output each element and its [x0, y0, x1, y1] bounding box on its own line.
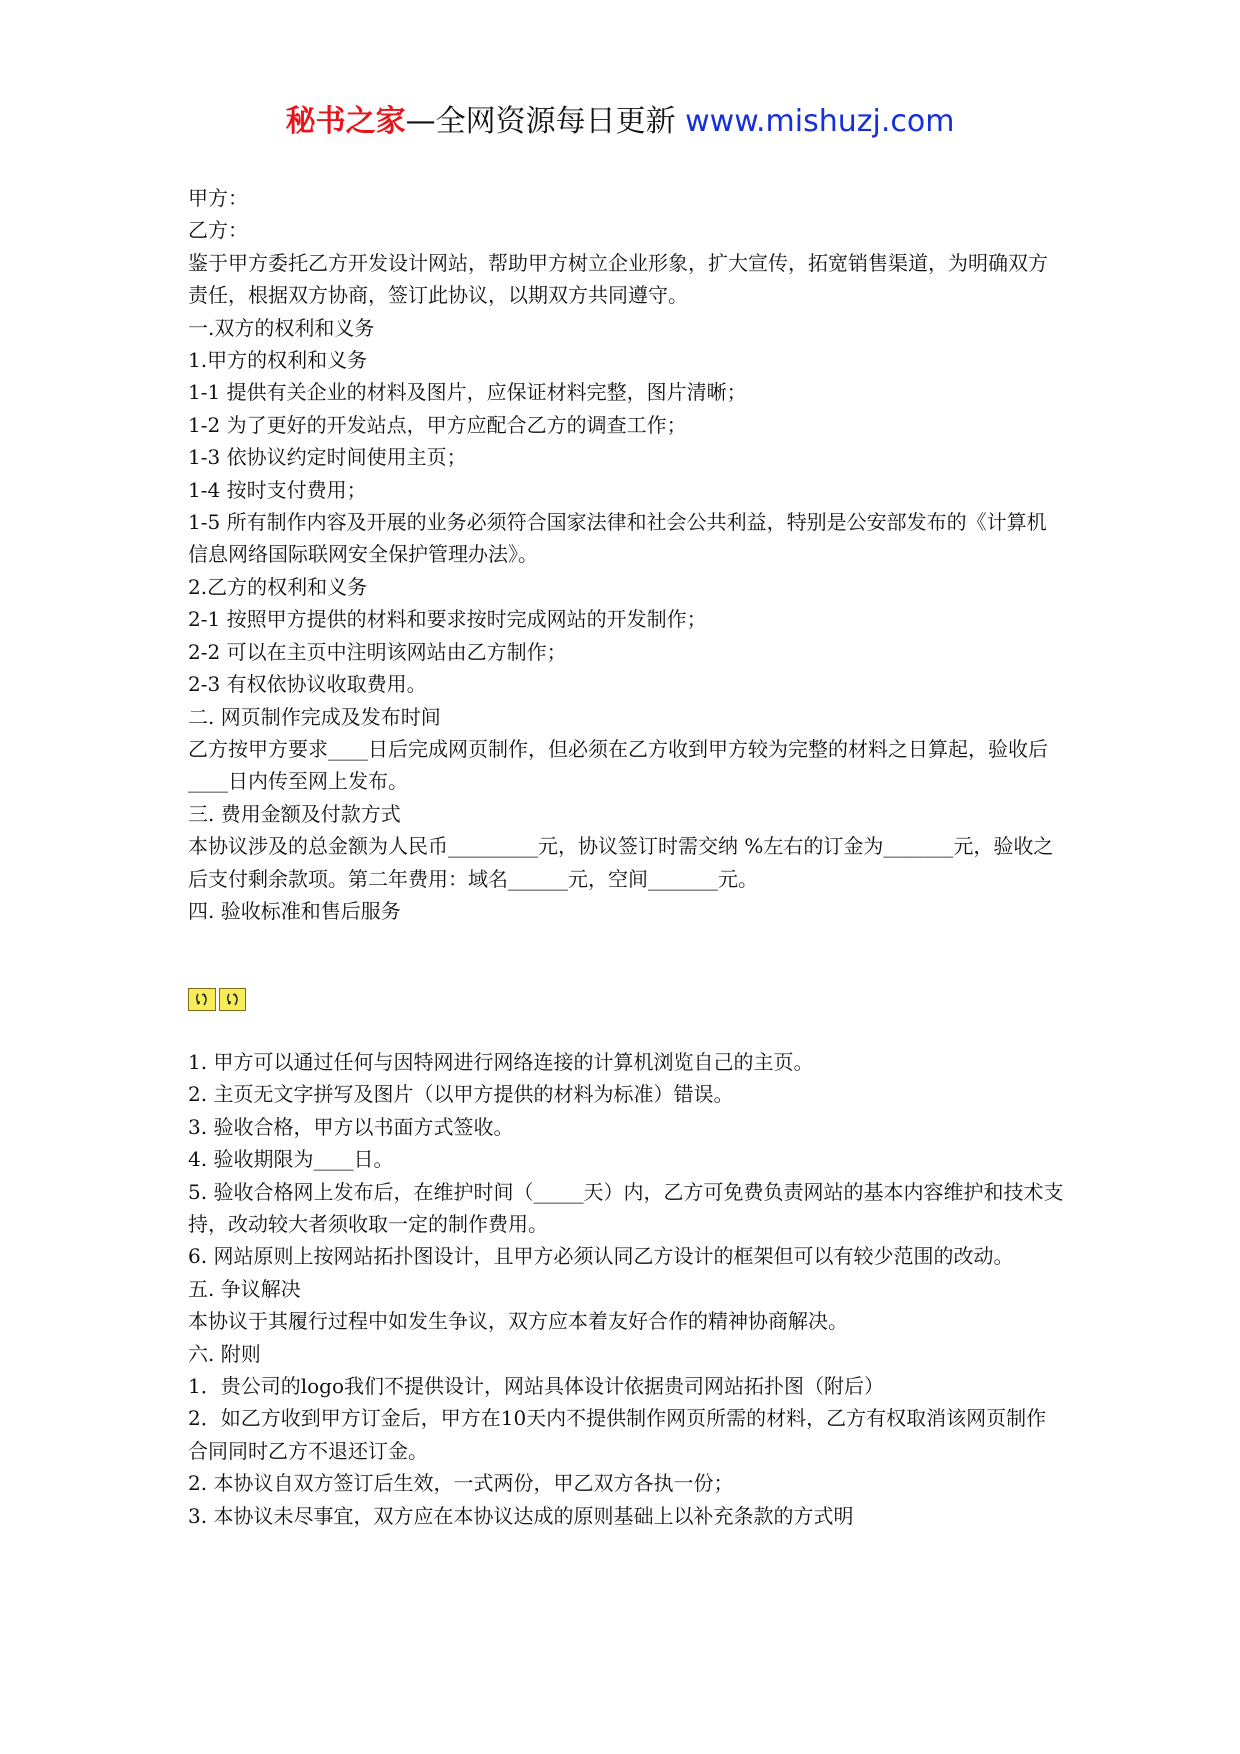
- heading-dispute-resolution: 五. 争议解决: [188, 1276, 301, 1301]
- contract-section-1: [188, 182, 1064, 927]
- contract-section-2: [188, 1046, 1064, 1532]
- clause-2-2: 2-2 可以在主页中注明该网站由乙方制作；: [188, 639, 567, 664]
- broken-image-strip: [188, 988, 249, 1011]
- heading-rights-obligations: 一.双方的权利和义务: [188, 315, 375, 340]
- clause-1-4: 1-4 按时支付费用；: [188, 477, 367, 502]
- clause-1-5: 1-5 所有制作内容及开展的业务必须符合国家法律和社会公共利益，特别是公安部发布的《计算机信息网络国际联网安全保护管理办法》。: [188, 510, 1047, 567]
- header-brand: 秘书之家: [285, 104, 406, 139]
- preamble-paragraph: 鉴于甲方委托乙方开发设计网站，帮助甲方树立企业形象，扩大宣传，拓宽销售渠道，为明确双方责任，根据双方协商，签订此协议，以期双方共同遵守。: [188, 250, 1048, 308]
- fees-paragraph: 本协议涉及的总金额为人民币_________元，协议签订时需交纳 %左右的订金为_______元，验收之后支付剩余款项。第二年费用：域名______元，空间_______元。: [188, 834, 1054, 891]
- heading-acceptance-service: 四. 验收标准和售后服务: [188, 898, 401, 923]
- dispute-paragraph: 本协议于其履行过程中如发生争议，双方应本着友好合作的精神协商解决。: [188, 1309, 848, 1334]
- subheading-party-b: 2.乙方的权利和义务: [188, 574, 368, 599]
- placeholder-image-icon: [188, 988, 216, 1011]
- acceptance-item-1: 1. 甲方可以通过任何与因特网进行网络连接的计算机浏览自己的主页。: [188, 1050, 814, 1074]
- clause-1-1: 1-1 提供有关企业的材料及图片，应保证材料完整，图片清晰；: [188, 380, 747, 405]
- supplementary-item-4: 3. 本协议未尽事宜，双方应在本协议达成的原则基础上以补充条款的方式明: [188, 1503, 854, 1528]
- heading-supplementary: 六. 附则: [188, 1341, 261, 1366]
- supplementary-item-3: 2. 本协议自双方签订后生效，一式两份，甲乙双方各执一份；: [188, 1471, 734, 1496]
- placeholder-image-icon: [219, 988, 247, 1011]
- party-a-line: 甲方：: [188, 186, 248, 210]
- clause-2-3: 2-3 有权依协议收取费用。: [188, 672, 427, 697]
- heading-completion-time: 二. 网页制作完成及发布时间: [188, 704, 441, 729]
- acceptance-item-5: 5. 验收合格网上发布后，在维护时间（_____天）内，乙方可免费负责网站的基本内容维护和技术支持，改动较大者须收取一定的制作费用。: [188, 1179, 1064, 1237]
- completion-time-paragraph: 乙方按甲方要求____日后完成网页制作，但必须在乙方收到甲方较为完整的材料之日算起，验收后____日内传至网上发布。: [188, 736, 1048, 794]
- supplementary-item-1: 1．贵公司的logo我们不提供设计，网站具体设计依据贵司网站拓扑图（附后）: [188, 1374, 885, 1399]
- party-b-line: 乙方：: [188, 218, 248, 243]
- clause-2-1: 2-1 按照甲方提供的材料和要求按时完成网站的开发制作；: [188, 607, 707, 632]
- clause-1-2: 1-2 为了更好的开发站点，甲方应配合乙方的调查工作；: [188, 412, 687, 437]
- header-site-link[interactable]: www.mishuzj.com: [685, 104, 955, 139]
- acceptance-item-3: 3. 验收合格，甲方以书面方式签收。: [188, 1114, 514, 1139]
- acceptance-item-2: 2. 主页无文字拼写及图片（以甲方提供的材料为标准）错误。: [188, 1082, 734, 1107]
- clause-1-3: 1-3 依协议约定时间使用主页；: [188, 445, 467, 470]
- acceptance-item-4: 4. 验收期限为____日。: [188, 1147, 394, 1172]
- header-tagline: —全网资源每日更新: [405, 104, 676, 139]
- subheading-party-a: 1.甲方的权利和义务: [188, 348, 368, 373]
- acceptance-item-6: 6. 网站原则上按网站拓扑图设计，且甲方必须认同乙方设计的框架但可以有较少范围的改动。: [188, 1244, 1014, 1269]
- site-header: [0, 100, 1240, 144]
- supplementary-item-2: 2．如乙方收到甲方订金后，甲方在10天内不提供制作网页所需的材料，乙方有权取消该网页制作合同同时乙方不退还订金。: [188, 1406, 1047, 1463]
- heading-fees-payment: 三. 费用金额及付款方式: [188, 801, 401, 826]
